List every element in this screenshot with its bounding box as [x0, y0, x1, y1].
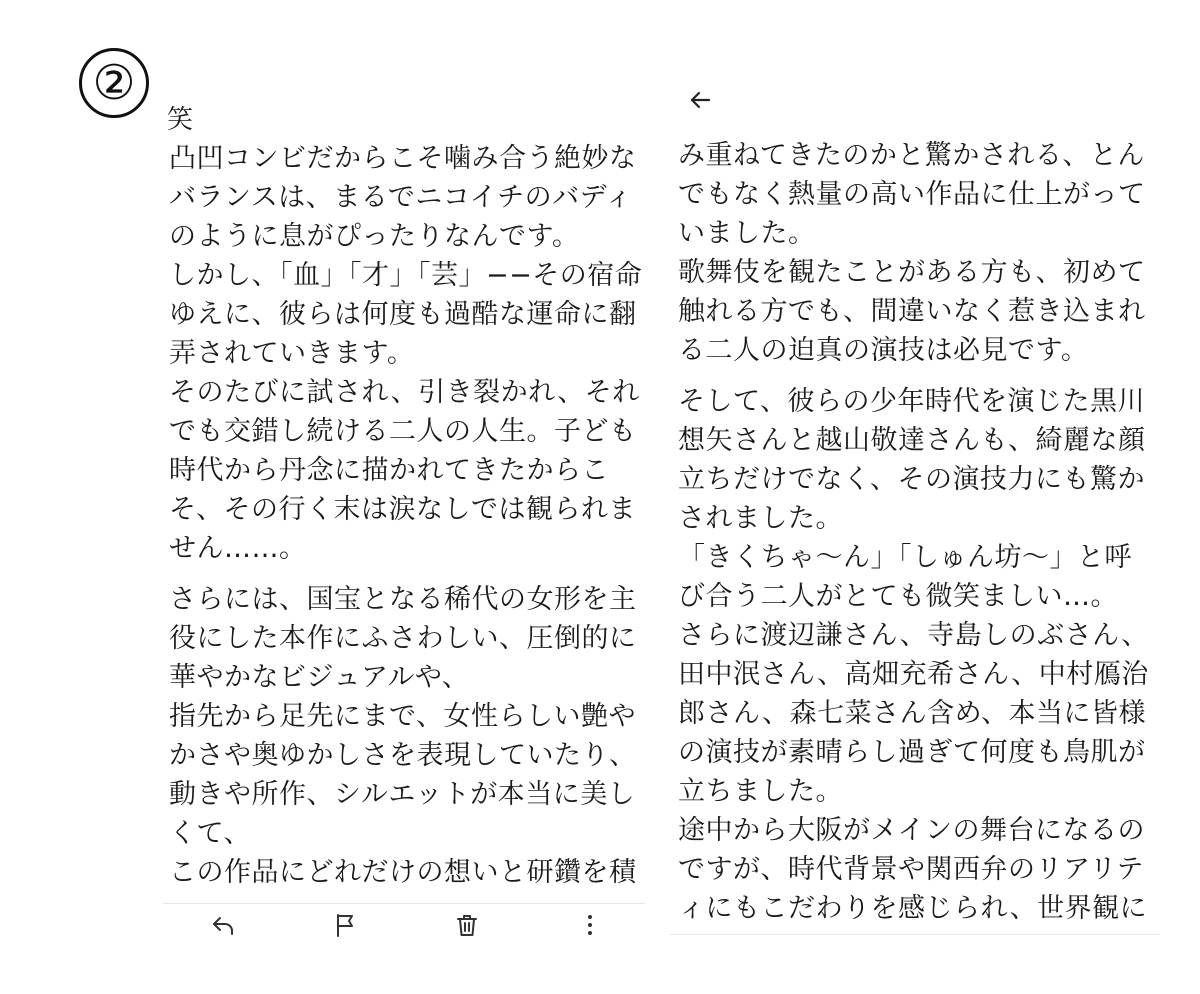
- reply-icon: [210, 912, 236, 938]
- text-line: さらに渡辺謙さん、寺島しのぶさん、: [678, 620, 1149, 651]
- text-line: ゆえに、彼らは何度も過酷な運命に翻: [169, 299, 637, 330]
- delete-button[interactable]: [452, 910, 482, 940]
- text-line: せん……。: [169, 533, 307, 564]
- bottom-toolbar: [163, 904, 645, 946]
- text-line: でもなく熱量の高い作品に仕上がって: [678, 179, 1146, 210]
- bottom-divider: [670, 934, 1160, 935]
- text-line: み重ねてきたのかと驚かされる、とん: [678, 140, 1145, 171]
- text-line: 動きや所作、シルエットが本当に美し: [169, 779, 636, 810]
- trash-icon: [454, 912, 480, 938]
- left-screenshot-panel: [163, 0, 645, 994]
- more-options-button[interactable]: [575, 910, 605, 940]
- left-article-text: [169, 139, 642, 892]
- text-line: 弄されていきます。: [169, 338, 415, 369]
- text-line: しかし、「血」「才」「芸」−−その宿命: [169, 260, 643, 291]
- text-line: 「きくちゃ〜ん」「しゅん坊〜」と呼: [678, 542, 1132, 573]
- text-line: 想矢さんと越山敬達さんも、綺麗な顔: [678, 425, 1146, 456]
- text-line: 立ちました。: [678, 776, 843, 807]
- text-line: そ、その行く末は涙なしでは観られま: [169, 494, 636, 525]
- text-line: 歌舞伎を観たことがある方も、初めて: [678, 257, 1146, 288]
- text-line: かさや奥ゆかしさを表現していたり、: [169, 740, 637, 771]
- right-screenshot-panel: [670, 0, 1160, 994]
- text-line: 田中泯さん、高畑充希さん、中村鴈治: [678, 659, 1149, 690]
- text-line: 華やかなビジュアルや、: [169, 662, 470, 693]
- arrow-left-icon: [687, 87, 713, 113]
- paragraph-gap: [678, 370, 1149, 382]
- text-line: の演技が素晴らし過ぎて何度も鳥肌が: [678, 737, 1146, 768]
- text-line: この作品にどれだけの想いと研鑽を積: [169, 857, 637, 888]
- text-line: 途中から大阪がメインの舞台になるの: [678, 815, 1145, 846]
- text-line: る二人の迫真の演技は必見です。: [678, 335, 1089, 366]
- right-article-text: [678, 136, 1149, 928]
- paragraph-gap: [169, 568, 642, 580]
- text-line: そのたびに試され、引き裂かれ、それ: [169, 377, 640, 408]
- flag-button[interactable]: [330, 910, 360, 940]
- text-line: されました。: [678, 503, 843, 534]
- text-line: び合う二人がとても微笑ましい…。: [678, 581, 1118, 612]
- text-line: 役にした本作にふさわしい、圧倒的に: [169, 623, 637, 654]
- step-number-marker: ②: [79, 48, 149, 118]
- text-line: でも交錯し続ける二人の人生。子ども: [169, 416, 637, 447]
- text-line: 時代から丹念に描かれてきたからこ: [169, 455, 609, 486]
- text-line: 指先から足先にまで、女性らしい艶や: [169, 701, 636, 732]
- partial-text-top: 笑: [167, 105, 194, 135]
- reply-button[interactable]: [208, 910, 238, 940]
- text-line: くて、: [169, 818, 251, 849]
- text-line: さらには、国宝となる稀代の女形を主: [169, 584, 637, 615]
- back-button[interactable]: [686, 86, 714, 114]
- text-line: いました。: [678, 218, 816, 249]
- text-line: 立ちだけでなく、その演技力にも驚か: [678, 464, 1145, 495]
- text-line: バランスは、まるでニコイチのバディ: [169, 182, 633, 213]
- text-line: のように息がぴったりなんです。: [169, 221, 580, 252]
- more-vertical-icon: [577, 912, 603, 938]
- text-line: ですが、時代背景や関西弁のリアリテ: [678, 854, 1144, 885]
- text-line: 触れる方でも、間違いなく惹き込まれ: [678, 296, 1146, 327]
- text-line: 郎さん、森七菜さん含め、本当に皆様: [678, 698, 1147, 729]
- text-line: 凸凹コンビだからこそ噛み合う絶妙な: [169, 143, 637, 174]
- flag-icon: [332, 912, 358, 938]
- text-line: そして、彼らの少年時代を演じた黒川: [678, 386, 1145, 417]
- text-line: ィにもこだわりを感じられ、世界観に: [678, 893, 1148, 924]
